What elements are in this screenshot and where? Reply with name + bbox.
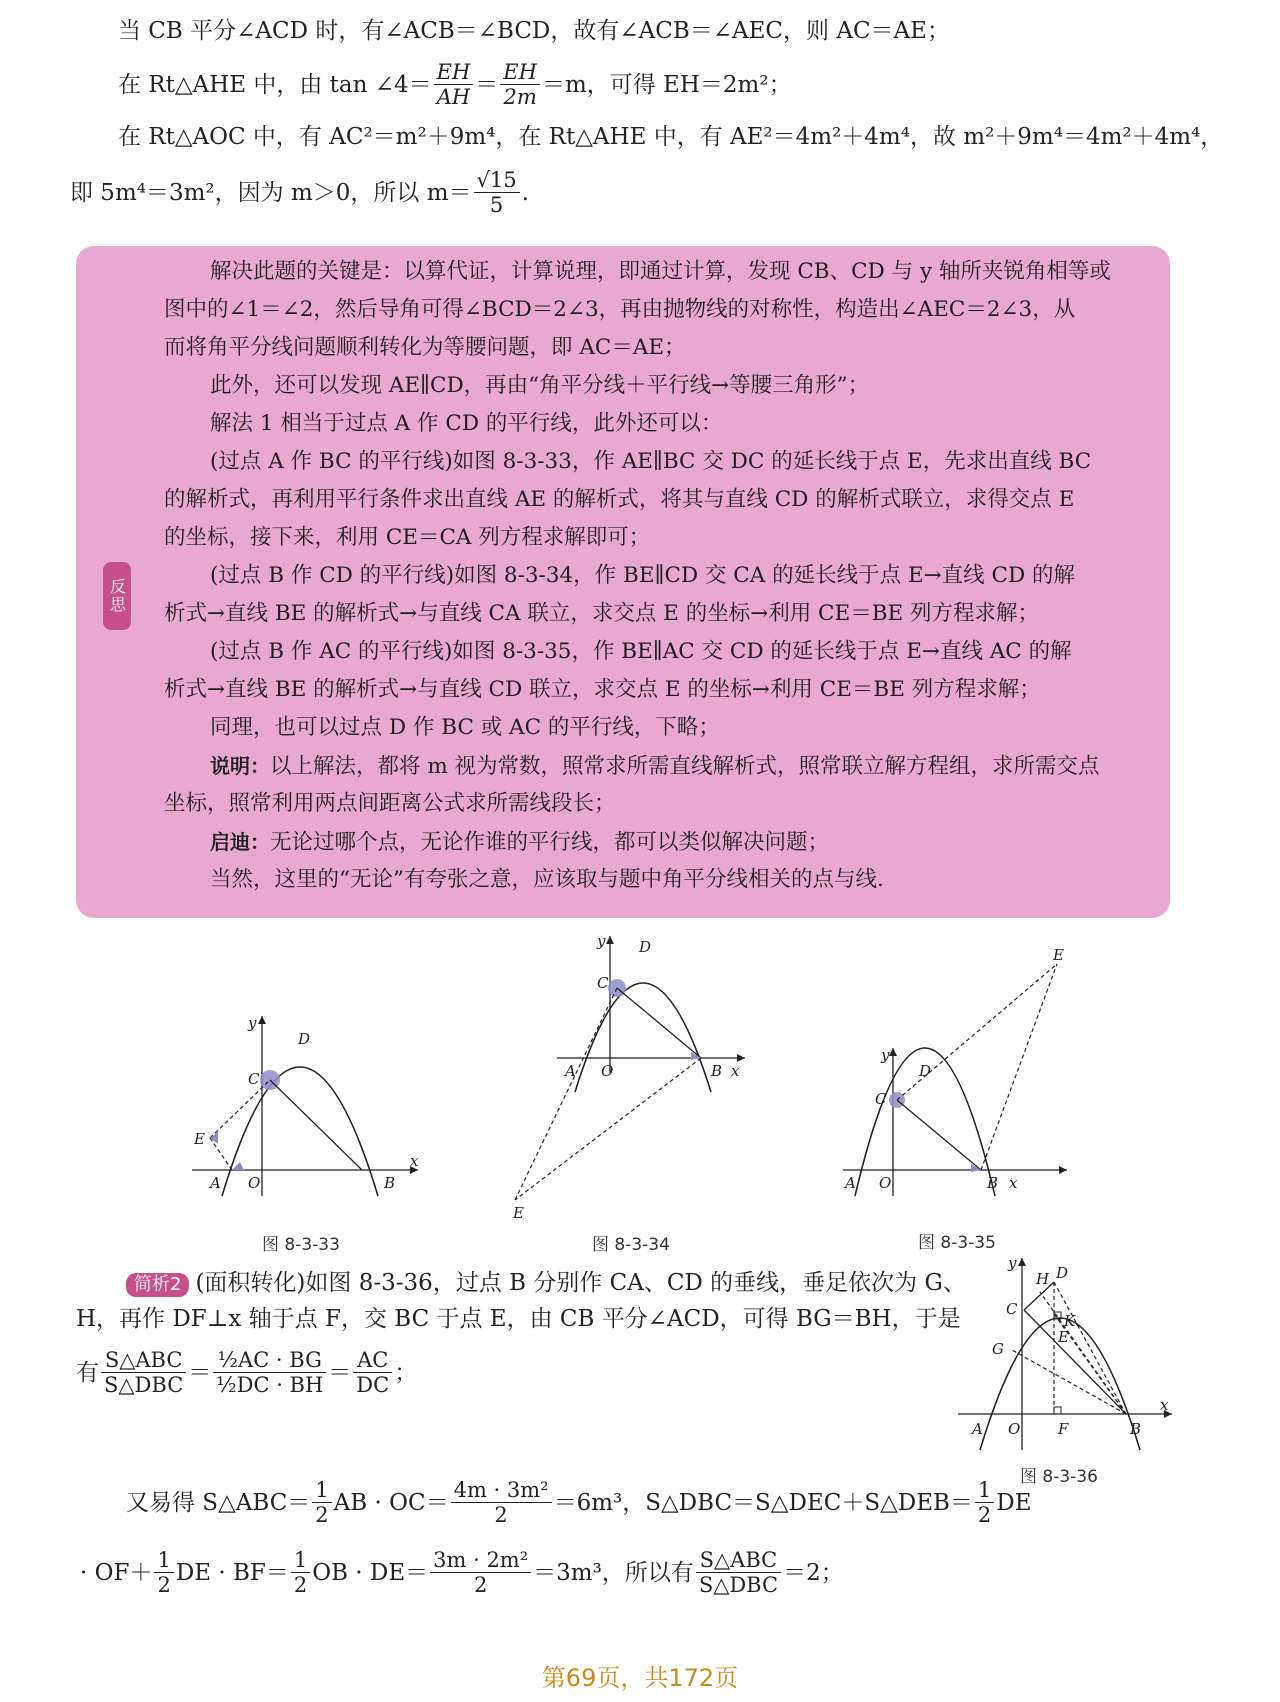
fraction: $\frac{EH}{AH}$ bbox=[434, 60, 474, 109]
reflect-line: 解决此题的关键是：以算代证，计算说理，即通过计算，发现 CB、CD 与 y 轴所夹锐角相等或 bbox=[210, 259, 1111, 284]
text-line-1: 当 CB 平分∠ACD 时，有∠ACB＝∠BCD，故有∠ACB＝∠AEC，则 AC＝AE； bbox=[118, 18, 950, 44]
reflect-line: 图中的∠1＝∠2，然后导角可得∠BCD＝2∠3，再由抛物线的对称性，构造出∠AEC＝2∠3，从 bbox=[164, 297, 1076, 322]
text-line-4 bbox=[70, 168, 529, 217]
label-a: A bbox=[210, 1174, 221, 1192]
label-y: y bbox=[248, 1014, 257, 1032]
label-x: x bbox=[1009, 1174, 1018, 1192]
period: . bbox=[521, 179, 529, 206]
equals: ＝ bbox=[188, 1359, 212, 1386]
label-c: C bbox=[1006, 1300, 1018, 1318]
text-line-3: 在 Rt△AOC 中，有 AC²＝m²＋9m⁴，在 Rt△AHE 中，有 AE²＝4m²＋4m⁴，故 m²＋9m⁴＝4m²＋4m⁴， bbox=[118, 124, 1224, 150]
reflect-line: 说明：以上解法，都将 m 视为常数，照常求所需直线解析式，照常联立解方程组，求所需交点 bbox=[210, 754, 1100, 779]
reflect-line: (过点 A 作 BC 的平行线)如图 8-3-33，作 AE∥BC 交 DC 的延长线于点 E，先求出直线 BC bbox=[210, 449, 1092, 474]
fraction: $\frac{\text{S△ABC}}{\text{S△DBC}}$ bbox=[101, 1348, 186, 1397]
reflection-tag: 反思 bbox=[103, 562, 131, 630]
semicolon: ； bbox=[394, 1359, 418, 1386]
reflect-line: 而将角平分线问题顺利转化为等腰问题，即 AC＝AE； bbox=[164, 335, 686, 360]
label-d: D bbox=[919, 1062, 932, 1080]
label-a: A bbox=[845, 1174, 856, 1192]
figure-8-3-33 bbox=[170, 1010, 430, 1200]
note-label: 说明： bbox=[210, 754, 270, 778]
equals: ＝ bbox=[328, 1359, 352, 1386]
figure-caption: 图 8-3-33 bbox=[262, 1235, 340, 1255]
has-word: 有 bbox=[76, 1359, 99, 1386]
label-g: G bbox=[992, 1340, 1004, 1358]
reflect-line: 解法 1 相当于过点 A 作 CD 的平行线，此外还可以： bbox=[210, 411, 723, 436]
analysis-ratio bbox=[76, 1348, 417, 1397]
figure-caption: 图 8-3-35 bbox=[918, 1233, 996, 1253]
fraction: $\frac{1}{2}$ bbox=[291, 1548, 310, 1597]
label-o: O bbox=[879, 1174, 892, 1192]
label-e: E bbox=[513, 1204, 524, 1222]
label-f: F bbox=[1058, 1420, 1069, 1438]
reflect-line: 坐标，照常利用两点间距离公式求所需线段长； bbox=[164, 791, 616, 816]
fraction: $\frac{\text{3m · 2m²}}{2}$ bbox=[430, 1548, 531, 1597]
analysis-line-1: 简析2 (面积转化)如图 8-3-36，过点 B 分别作 CA、CD 的垂线，垂足依次为 G、 bbox=[126, 1268, 966, 1298]
analysis-line-5: · OF＋ $\frac{1}{2}$ DE · BF＝ $\frac{1}{2}$ OB · DE＝ $\frac{\text{3m · 2m²}}{2}$ ＝3m³，所以有 $\frac{\text{S△ABC}}{\text{S△DBC}}$ ＝2； bbox=[80, 1548, 844, 1597]
fraction: $\frac{EH}{2m}$ bbox=[500, 60, 540, 109]
label-o: O bbox=[601, 1062, 614, 1080]
fraction: $\frac{√15}{5}$ bbox=[474, 168, 520, 217]
label-x: x bbox=[1160, 1396, 1169, 1414]
figure-8-3-35 bbox=[835, 940, 1075, 1200]
label-c: C bbox=[248, 1070, 260, 1088]
analysis-line-4: 又易得 S△ABC＝ $\frac{1}{2}$ AB · OC＝ $\frac{\text{4m · 3m²}}{2}$ ＝6m³，S△DBC＝S△DEC＋S△DEB＝ $\frac{1}{2}$ DE bbox=[126, 1478, 1032, 1527]
label-a: A bbox=[972, 1420, 983, 1438]
label-d: D bbox=[298, 1030, 311, 1048]
label-y: y bbox=[597, 932, 606, 950]
label-b: B bbox=[987, 1174, 999, 1192]
fraction: $\frac{\text{4m · 3m²}}{2}$ bbox=[451, 1478, 552, 1527]
equals: ＝ bbox=[475, 71, 499, 98]
label-x: x bbox=[410, 1152, 419, 1170]
text-line-2 bbox=[118, 60, 792, 109]
tan-tail: ＝m，可得 EH＝2m²； bbox=[541, 71, 792, 98]
label-b: B bbox=[1130, 1420, 1142, 1438]
reflect-line: 此外，还可以发现 AE∥CD，再由“角平分线＋平行线→等腰三角形”； bbox=[210, 373, 870, 398]
reflect-line: 同理，也可以过点 D 作 BC 或 AC 的平行线，下略； bbox=[210, 715, 720, 740]
fraction: $\frac{1}{2}$ bbox=[975, 1478, 994, 1527]
label-o: O bbox=[248, 1174, 261, 1192]
label-k: K bbox=[1064, 1312, 1076, 1330]
label-y: y bbox=[1008, 1254, 1017, 1272]
fraction: $\frac{\text{½AC · BG}}{\text{½DC · BH}}$ bbox=[213, 1348, 326, 1397]
reflect-line: 的解析式，再利用平行条件求出直线 AE 的解析式，将其与直线 CD 的解析式联立，求得交点 E bbox=[164, 487, 1075, 512]
reflect-line: 析式→直线 BE 的解析式→与直线 CD 联立，求交点 E 的坐标→利用 CE＝BE 列方程求解； bbox=[164, 677, 1041, 702]
reflect-line: 启迪：无论过哪个点，无论作谁的平行线，都可以类似解决问题； bbox=[210, 830, 830, 855]
fraction: $\frac{AC}{DC}$ bbox=[353, 1348, 392, 1397]
figure-caption: 图 8-3-34 bbox=[592, 1235, 670, 1255]
label-b: B bbox=[711, 1062, 723, 1080]
label-d: D bbox=[639, 938, 652, 956]
figure-caption: 图 8-3-36 bbox=[1020, 1467, 1098, 1487]
label-b: B bbox=[384, 1174, 396, 1192]
reflect-line: (过点 B 作 CD 的平行线)如图 8-3-34，作 BE∥CD 交 CA 的延长线于点 E→直线 CD 的解 bbox=[210, 563, 1076, 588]
label-o: O bbox=[1008, 1420, 1021, 1438]
reflection-box bbox=[76, 246, 1170, 918]
figure-8-3-36 bbox=[950, 1254, 1180, 1454]
m-lead: 即 5m⁴＝3m²，因为 m＞0，所以 m＝ bbox=[70, 179, 472, 206]
hint-label: 启迪： bbox=[210, 830, 270, 854]
page-counter: 第69页，共172页 bbox=[541, 1664, 739, 1692]
label-a: A bbox=[565, 1062, 576, 1080]
label-e: E bbox=[194, 1130, 205, 1148]
label-e: E bbox=[1053, 946, 1064, 964]
analysis-badge: 简析2 bbox=[126, 1273, 189, 1297]
tan-lead: 在 Rt△AHE 中，由 tan ∠4＝ bbox=[118, 71, 432, 98]
label-c: C bbox=[875, 1090, 887, 1108]
fraction: $\frac{1}{2}$ bbox=[312, 1478, 331, 1527]
label-x: x bbox=[731, 1062, 740, 1080]
figure-8-3-34 bbox=[505, 928, 755, 1228]
fraction: $\frac{1}{2}$ bbox=[154, 1548, 173, 1597]
fraction: $\frac{\text{S△ABC}}{\text{S△DBC}}$ bbox=[696, 1548, 781, 1597]
label-e: E bbox=[1058, 1328, 1069, 1346]
reflect-line: 当然，这里的“无论”有夸张之意，应该取与题中角平分线相关的点与线. bbox=[210, 867, 884, 892]
label-d: D bbox=[1056, 1264, 1069, 1282]
reflect-line: 的坐标，接下来，利用 CE＝CA 列方程求解即可； bbox=[164, 525, 651, 550]
reflect-line: 析式→直线 BE 的解析式→与直线 CA 联立，求交点 E 的坐标→利用 CE＝BE 列方程求解； bbox=[164, 601, 1040, 626]
label-c: C bbox=[597, 974, 609, 992]
label-h: H bbox=[1036, 1270, 1050, 1288]
analysis-line-2: H，再作 DF⊥x 轴于点 F，交 BC 于点 E，由 CB 平分∠ACD，可得 BG＝BH，于是 bbox=[76, 1306, 961, 1332]
reflect-line: (过点 B 作 AC 的平行线)如图 8-3-35，作 BE∥AC 交 CD 的延长线于点 E→直线 AC 的解 bbox=[210, 639, 1072, 664]
label-y: y bbox=[881, 1046, 890, 1064]
